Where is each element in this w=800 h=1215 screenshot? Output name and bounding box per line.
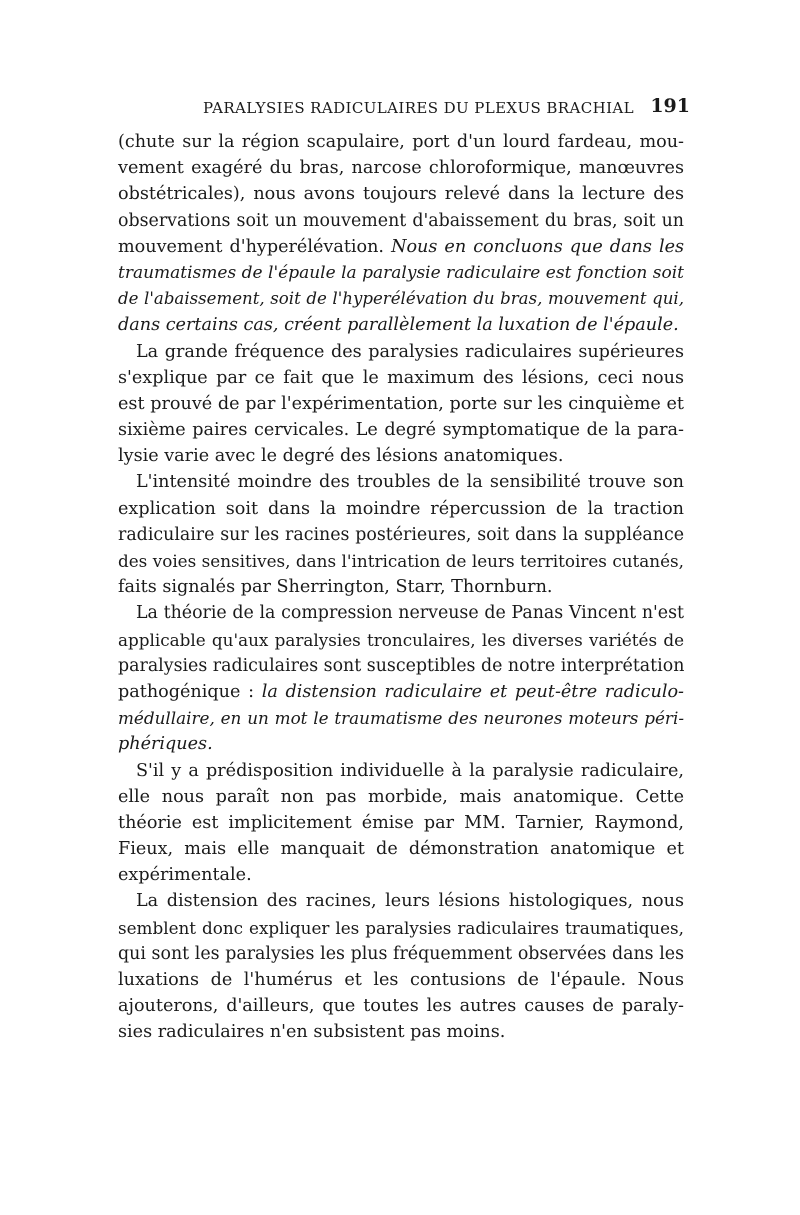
text-line	[118, 967, 684, 993]
text-run: La distension des racines, leurs lésions histologiques, nous	[136, 891, 684, 912]
italic-text: traumatismes de l'épaule la paralysie radiculaire est fonction soit	[118, 262, 684, 283]
text-line	[118, 522, 684, 548]
text-line	[118, 784, 684, 810]
text-run: observations soit un mouvement d'abaissement du bras, soit un	[118, 210, 684, 231]
text-line	[118, 574, 684, 600]
text-run: elle nous paraît non pas morbide, mais anatomique. Cette	[118, 786, 684, 807]
text-line	[118, 836, 684, 862]
text-line	[118, 548, 684, 574]
text-line	[118, 181, 684, 207]
text-line	[118, 600, 684, 626]
text-run: théorie est implicitement émise par MM. Tarnier, Raymond,	[118, 812, 684, 833]
text-run: qui sont les paralysies les plus fréquemment observées dans les	[118, 943, 684, 964]
text-line	[118, 627, 684, 653]
text-run: (chute sur la région scapulaire, port d'un lourd fardeau, mou-	[118, 132, 684, 152]
text-line	[118, 731, 684, 757]
text-line	[118, 1019, 684, 1045]
text-line	[118, 443, 684, 469]
text-run: S'il y a prédisposition individuelle à la paralysie radiculaire,	[136, 760, 684, 781]
text-line	[118, 286, 684, 312]
italic-text: de l'abaissement, soit de l'hyperélévation du bras, mouvement qui,	[118, 289, 684, 309]
text-run: ajouterons, d'ailleurs, que toutes les autres causes de paraly-	[118, 996, 684, 1017]
text-run: L'intensité moindre des troubles de la sensibilité trouve son	[136, 472, 684, 493]
text-run: obstétricales), nous avons toujours relevé dans la lecture des	[118, 184, 684, 205]
text-line	[118, 758, 684, 784]
text-line	[118, 391, 684, 417]
text-run: pathogénique :	[118, 681, 262, 702]
text-run: est prouvé de par l'expérimentation, porte sur les cinquième et	[118, 393, 684, 414]
text-line	[118, 339, 684, 365]
text-run: des voies sensitives, dans l'intrication de leurs territoires cutanés,	[118, 551, 684, 571]
text-run: sies radiculaires n'en subsistent pas moins.	[118, 1022, 506, 1043]
body-text	[118, 129, 684, 1046]
text-run: vement exagéré du bras, narcose chloroformique, manœuvres	[118, 158, 684, 179]
text-line	[118, 365, 684, 391]
text-run: expérimentale.	[118, 865, 252, 886]
text-line	[118, 679, 684, 705]
text-line	[118, 888, 684, 914]
text-run: Fieux, mais elle manquait de démonstration anatomique et	[118, 839, 684, 860]
text-run: lysie varie avec le degré des lésions anatomiques.	[118, 446, 564, 467]
text-line	[118, 417, 684, 443]
text-line	[118, 208, 684, 234]
text-run: radiculaire sur les racines postérieures, soit dans la suppléance	[118, 524, 684, 545]
text-line	[118, 496, 684, 522]
text-run: mouvement d'hyperélévation.	[118, 236, 392, 257]
text-line	[118, 312, 684, 338]
text-line	[118, 941, 684, 967]
text-line	[118, 993, 684, 1019]
text-run: semblent donc expliquer les paralysies radiculaires traumatiques,	[118, 917, 684, 938]
italic-text: dans certains cas, créent parallèlement la luxation de l'épaule.	[118, 315, 679, 336]
text-run: faits signalés par Sherrington, Starr, Thornburn.	[118, 577, 553, 598]
italic-text: phériques.	[118, 734, 213, 755]
text-line	[118, 653, 684, 679]
text-run: applicable qu'aux paralysies tronculaires, les diverses variétés de	[118, 629, 684, 650]
text-run: paralysies radiculaires sont susceptibles de notre interprétation	[118, 655, 685, 676]
text-line	[118, 129, 684, 155]
text-line	[118, 234, 684, 260]
text-run: sixième paires cervicales. Le degré symptomatique de la para-	[118, 420, 684, 441]
text-line	[118, 155, 684, 181]
text-line	[118, 705, 684, 731]
text-run: explication soit dans la moindre répercussion de la traction	[118, 498, 684, 519]
text-run: luxations de l'humérus et les contusions de l'épaule. Nous	[118, 970, 684, 990]
page-number: 191	[650, 95, 690, 117]
italic-text: Nous en concluons que dans les	[391, 236, 685, 257]
text-run: La théorie de la compression nerveuse de Panas Vincent n'est	[136, 603, 684, 624]
text-line	[118, 915, 684, 941]
text-line	[118, 810, 684, 836]
text-line	[118, 260, 684, 286]
text-run: s'explique par ce fait que le maximum des lésions, ceci nous	[118, 367, 684, 388]
italic-text: médullaire, en un mot le traumatisme des neurones moteurs péri-	[118, 708, 684, 729]
italic-text: la distension radiculaire et peut-être radiculo-	[261, 681, 685, 702]
text-line	[118, 469, 684, 495]
running-head: PARALYSIES RADICULAIRES DU PLEXUS BRACHIAL	[203, 99, 635, 117]
text-line	[118, 862, 684, 888]
text-run: La grande fréquence des paralysies radiculaires supérieures	[136, 341, 684, 362]
